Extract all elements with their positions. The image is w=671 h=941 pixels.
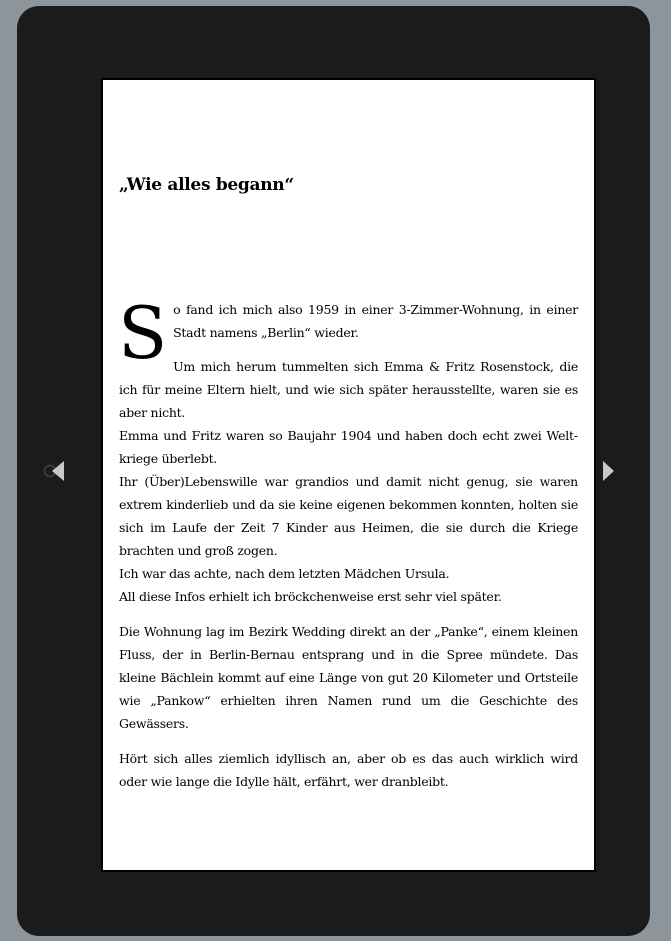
- triangle-left-icon: [40, 459, 64, 483]
- paragraph-7: Die Wohnung lag im Bezirk Wedding direkt an der „Panke“, einem kleinen Fluss, der in Berlin-Bernau entsprang und in die Spree mündete. Das kleine Bächlein kommt auf eine Länge von gut 20 Kilometer und Ortsteile wie „Pankow“ erhielten ihren Namen rund um die Geschichte des Gewässers.: [119, 624, 578, 731]
- paragraph-6: All diese Infos erhielt ich bröckchenweise erst sehr viel später.: [119, 589, 502, 604]
- paragraph-5: Ich war das achte, nach dem letzten Mädchen Ursula.: [119, 566, 450, 581]
- previous-page-button[interactable]: [40, 459, 64, 483]
- reader-page: [101, 78, 596, 872]
- ereader-device-frame: [17, 6, 650, 936]
- paragraph-1: [118, 291, 578, 375]
- drop-cap-letter: S: [118, 291, 168, 375]
- paragraph-4: Ihr (Über)Lebenswille war grandios und damit nicht genug, sie waren extrem kinderlieb und da sie keine eigenen bekommen konnten, holten sie sich im Laufe der Zeit 7 Kinder aus Heimen, die sie durch die Kriege brachten und groß zogen.: [119, 474, 578, 558]
- triangle-right-icon: [596, 459, 620, 483]
- paragraph-1-text: o fand ich mich also 1959 in einer 3-Zimmer-Wohnung, in einer Stadt namens „Berlin“ wieder.: [173, 302, 578, 340]
- paragraph-3: Emma und Fritz waren so Baujahr 1904 und haben doch echt zwei Weltkriege überlebt.: [119, 428, 578, 466]
- paragraph-2: Um mich herum tummelten sich Emma & Fritz Rosenstock, die ich für meine Eltern hielt, und wie sich später herausstellte, waren sie es aber nicht.: [119, 359, 578, 420]
- chapter-title: „Wie alles begann“: [119, 175, 294, 195]
- paragraph-8: Hört sich alles ziemlich idyllisch an, aber ob es das auch wirklich wird oder wie lange die Idylle hält, erfährt, wer dranbleibt.: [119, 751, 578, 789]
- next-page-button[interactable]: [596, 459, 620, 483]
- chapter-body-text: [118, 291, 578, 793]
- page-content: [118, 174, 578, 789]
